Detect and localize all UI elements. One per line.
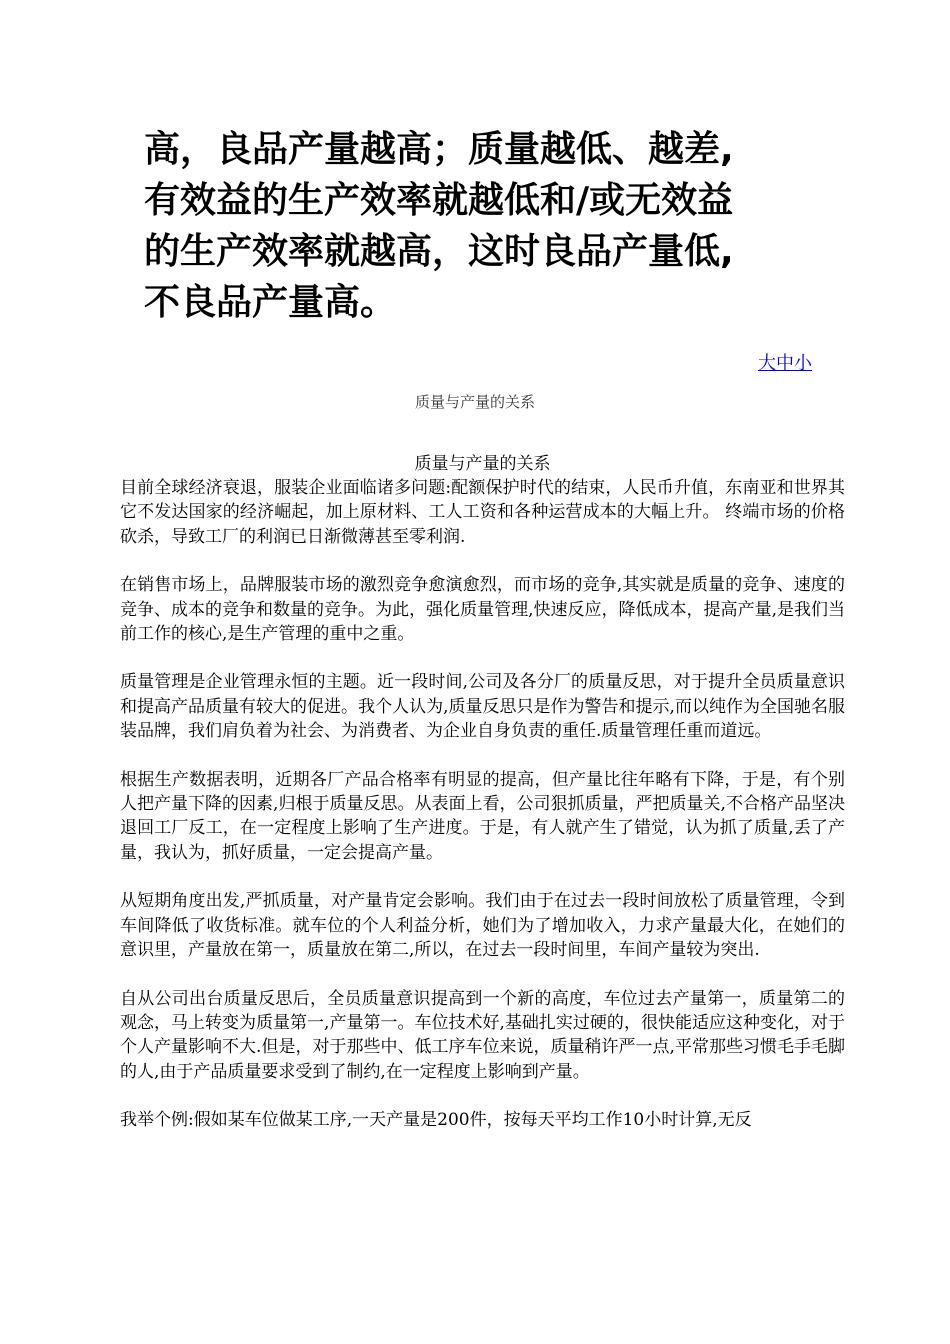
article-paragraph: 在销售市场上，品牌服装市场的激烈竞争愈演愈烈，而市场的竞争,其实就是质量的竞争、速度的竞争、成本的竞争和数量的竞争。为此，强化质量管理,快速反应，降低成本，提高产量,是我们当前工作的核心,是生产管理的重中之重。 (120, 575, 845, 645)
font-size-link[interactable]: 大中小 (758, 353, 812, 374)
article-paragraph: 质量管理是企业管理永恒的主题。近一段时间,公司及各分厂的质量反思，对于提升全员质量意识和提高产品质量有较大的促进。我个人认为,质量反思只是作为警告和提示,而以纯作为全国驰名服装品牌，我们肩负着为社会、为消费者、为企业自身负责的重任.质量管理任重而道远。 (120, 672, 845, 742)
lead-line: 高，良品产量越高；质量越低、越差, (144, 129, 734, 170)
lead-text (144, 124, 824, 328)
lead-line: 不良品产量高。 (144, 282, 397, 323)
article-paragraph: 目前全球经济衰退，服装企业面临诸多问题:配额保护时代的结束，人民币升值，东南亚和世界其它不发达国家的经济崛起，加上原材料、工人工资和各种运营成本的大幅上升。 终端市场的价格砍杀，导致工厂的利润已日渐微薄甚至零利润. (120, 478, 845, 547)
article-paragraph: 自从公司出台质量反思后，全员质量意识提高到一个新的高度，车位过去产量第一，质量第二的观念，马上转变为质量第一,产量第一。车位技术好,基础扎实过硬的，很快能适应这种变化，对于个人产量影响不大.但是，对于那些中、低工序车位来说，质量稍许严一点,平常那些习惯毛手毛脚的人,由于产品质量要求受到了制约,在一定程度上影响到产量。 (120, 988, 845, 1082)
article-body (120, 452, 845, 1157)
article-paragraph: 从短期角度出发,严抓质量，对产量肯定会影响。我们由于在过去一段时间放松了质量管理，令到车间降低了收货标准。就车位的个人利益分析，她们为了增加收入，力求产量最大化，在她们的意识里，产量放在第一，质量放在第二,所以，在过去一段时间里，车间产量较为突出. (120, 891, 845, 961)
article-paragraph: 我举个例:假如某车位做某工序,一天产量是200件，按每天平均工作10小时计算,无反 (120, 1110, 752, 1131)
lead-line: 的生产效率就越高，这时良品产量低, (144, 231, 734, 272)
article-heading: 质量与产量的关系 (414, 454, 551, 474)
article-subtitle: 质量与产量的关系 (414, 393, 535, 411)
lead-line: 有效益的生产效率就越低和/或无效益 (144, 180, 734, 221)
article-paragraph: 根据生产数据表明，近期各厂产品合格率有明显的提高，但产量比往年略有下降，于是，有个别人把产量下降的因素,归根于质量反思。从表面上看，公司狠抓质量，严把质量关,不合格产品坚决退回工厂反工，在一定程度上影响了生产进度。于是，有人就产生了错觉，认为抓了质量,丢了产量，我认为，抓好质量，一定会提高产量。 (120, 769, 845, 863)
